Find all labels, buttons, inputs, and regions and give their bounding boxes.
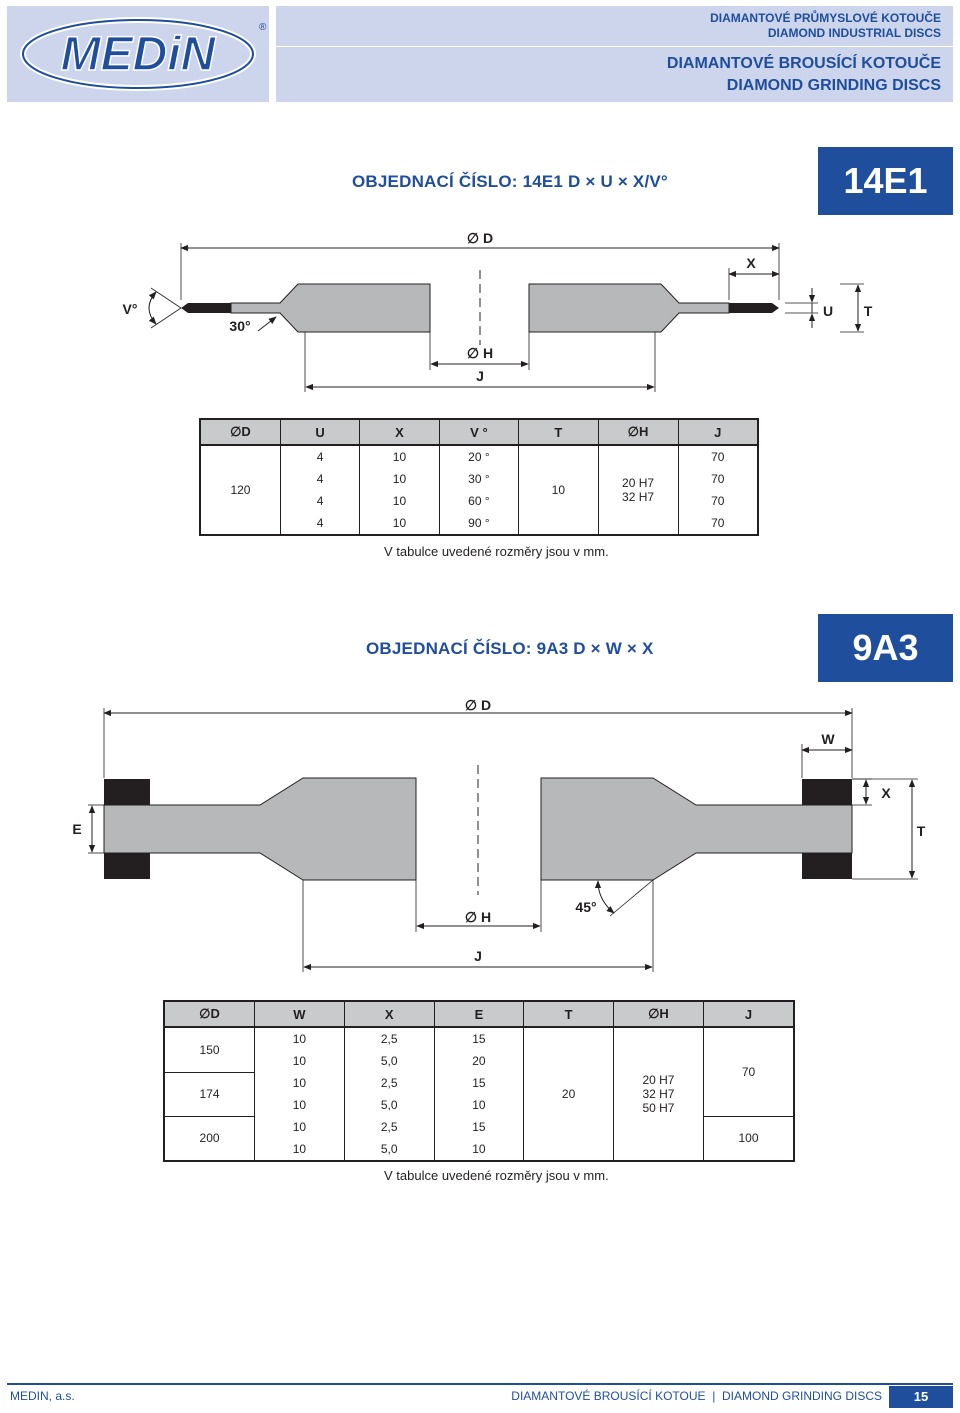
col-header: E (434, 1001, 524, 1027)
cell-x: 2,5 (344, 1072, 434, 1094)
col-header: V ° (439, 419, 518, 445)
cell-u: 4 (280, 490, 359, 512)
cell-e: 20 (434, 1050, 524, 1072)
cell-d: 120 (200, 445, 280, 535)
page-number: 15 (889, 1386, 953, 1408)
cell-d: 174 (164, 1072, 255, 1116)
units-note-14e1: V tabulce uvedené rozměry jsou v mm. (384, 544, 609, 559)
header-top-cz: DIAMANTOVÉ PRŮMYSLOVÉ KOTOUČE (710, 11, 941, 25)
product-code-14e1: 14E1 (818, 147, 953, 215)
footer-divider (7, 1383, 953, 1385)
cell-h-2: 32 H7 (642, 1087, 675, 1101)
col-header: X (360, 419, 439, 445)
cell-j: 70 (678, 490, 758, 512)
label-j: J (474, 948, 482, 964)
drawing-9a3 (0, 690, 960, 975)
cell-v: 60 ° (439, 490, 518, 512)
col-header: J (703, 1001, 794, 1027)
order-number-9a3: OBJEDNACÍ ČÍSLO: 9A3 D × W × X (366, 639, 654, 658)
cell-j: 70 (703, 1027, 794, 1116)
col-header: X (344, 1001, 434, 1027)
cell-w: 10 (255, 1050, 345, 1072)
col-header: T (519, 419, 598, 445)
cell-e: 10 (434, 1094, 524, 1116)
header-main-en: DIAMOND GRINDING DISCS (726, 77, 941, 94)
svg-text:®: ® (259, 22, 267, 33)
col-header: U (280, 419, 359, 445)
cell-d: 200 (164, 1116, 255, 1161)
label-j: J (476, 368, 484, 384)
cell-h-1: 20 H7 (622, 476, 655, 490)
cell-w: 10 (255, 1027, 345, 1050)
label-e: E (72, 821, 82, 837)
spec-table-14e1 (199, 418, 759, 536)
cell-x: 10 (360, 512, 439, 535)
cell-h-2: 32 H7 (622, 490, 655, 504)
label-45deg: 45° (575, 899, 597, 915)
cell-d: 150 (164, 1027, 255, 1072)
cell-x: 5,0 (344, 1094, 434, 1116)
svg-text:MEDiN: MEDiN (60, 28, 216, 81)
cell-w: 10 (255, 1072, 345, 1094)
col-header: W (255, 1001, 345, 1027)
label-30deg: 30° (229, 318, 251, 334)
cell-h (598, 445, 678, 535)
cell-x: 10 (360, 490, 439, 512)
label-u: U (822, 303, 834, 319)
cell-u: 4 (280, 512, 359, 535)
cell-x: 2,5 (344, 1027, 434, 1050)
cell-w: 10 (255, 1138, 345, 1161)
cell-e: 15 (434, 1116, 524, 1138)
cell-w: 10 (255, 1116, 345, 1138)
cell-v: 20 ° (439, 445, 518, 468)
label-d: ∅ D (464, 697, 492, 713)
cell-t: 20 (524, 1027, 614, 1161)
cell-v: 30 ° (439, 468, 518, 490)
cell-u: 4 (280, 445, 359, 468)
col-header: T (524, 1001, 614, 1027)
product-code-9a3: 9A3 (818, 614, 953, 682)
header-panel (276, 6, 953, 102)
cell-e: 10 (434, 1138, 524, 1161)
cell-j: 100 (703, 1116, 794, 1161)
label-v: V° (122, 301, 138, 317)
cell-w: 10 (255, 1094, 345, 1116)
cell-v: 90 ° (439, 512, 518, 535)
medin-logo (7, 6, 269, 102)
cell-j: 70 (678, 445, 758, 468)
label-w: W (821, 731, 835, 747)
cell-e: 15 (434, 1027, 524, 1050)
cell-t: 10 (519, 445, 598, 535)
cell-h-3: 50 H7 (642, 1101, 675, 1115)
header-top-en: DIAMOND INDUSTRIAL DISCS (767, 26, 941, 40)
table-row (164, 1027, 794, 1050)
footer-company: MEDIN, a.s. (10, 1389, 75, 1403)
drawing-14e1 (0, 225, 960, 395)
label-h: ∅ H (466, 345, 494, 361)
col-header: ∅H (598, 419, 678, 445)
label-x: X (881, 785, 891, 801)
cell-x: 10 (360, 468, 439, 490)
cell-x: 10 (360, 445, 439, 468)
units-note-9a3: V tabulce uvedené rozměry jsou v mm. (384, 1168, 609, 1183)
label-h: ∅ H (464, 909, 492, 925)
label-t: T (863, 303, 873, 319)
footer-title: DIAMANTOVÉ BROUSÍCÍ KOTOUE | DIAMOND GRINDING DISCS (511, 1389, 882, 1403)
header-main-cz: DIAMANTOVÉ BROUSÍCÍ KOTOUČE (666, 55, 941, 72)
cell-h-1: 20 H7 (642, 1073, 675, 1087)
label-t: T (916, 823, 926, 839)
label-d: ∅ D (466, 230, 494, 246)
cell-h (613, 1027, 703, 1161)
cell-x: 5,0 (344, 1050, 434, 1072)
cell-u: 4 (280, 468, 359, 490)
cell-j: 70 (678, 512, 758, 535)
col-header: ∅H (613, 1001, 703, 1027)
spec-table-9a3 (163, 1000, 795, 1162)
logo-panel (7, 6, 269, 102)
col-header: ∅D (164, 1001, 255, 1027)
col-header: ∅D (200, 419, 280, 445)
cell-j: 70 (678, 468, 758, 490)
label-x: X (746, 255, 756, 271)
cell-e: 15 (434, 1072, 524, 1094)
col-header: J (678, 419, 758, 445)
cell-x: 5,0 (344, 1138, 434, 1161)
table-row (200, 445, 758, 468)
cell-x: 2,5 (344, 1116, 434, 1138)
order-number-14e1: OBJEDNACÍ ČÍSLO: 14E1 D × U × X/V° (352, 172, 668, 191)
